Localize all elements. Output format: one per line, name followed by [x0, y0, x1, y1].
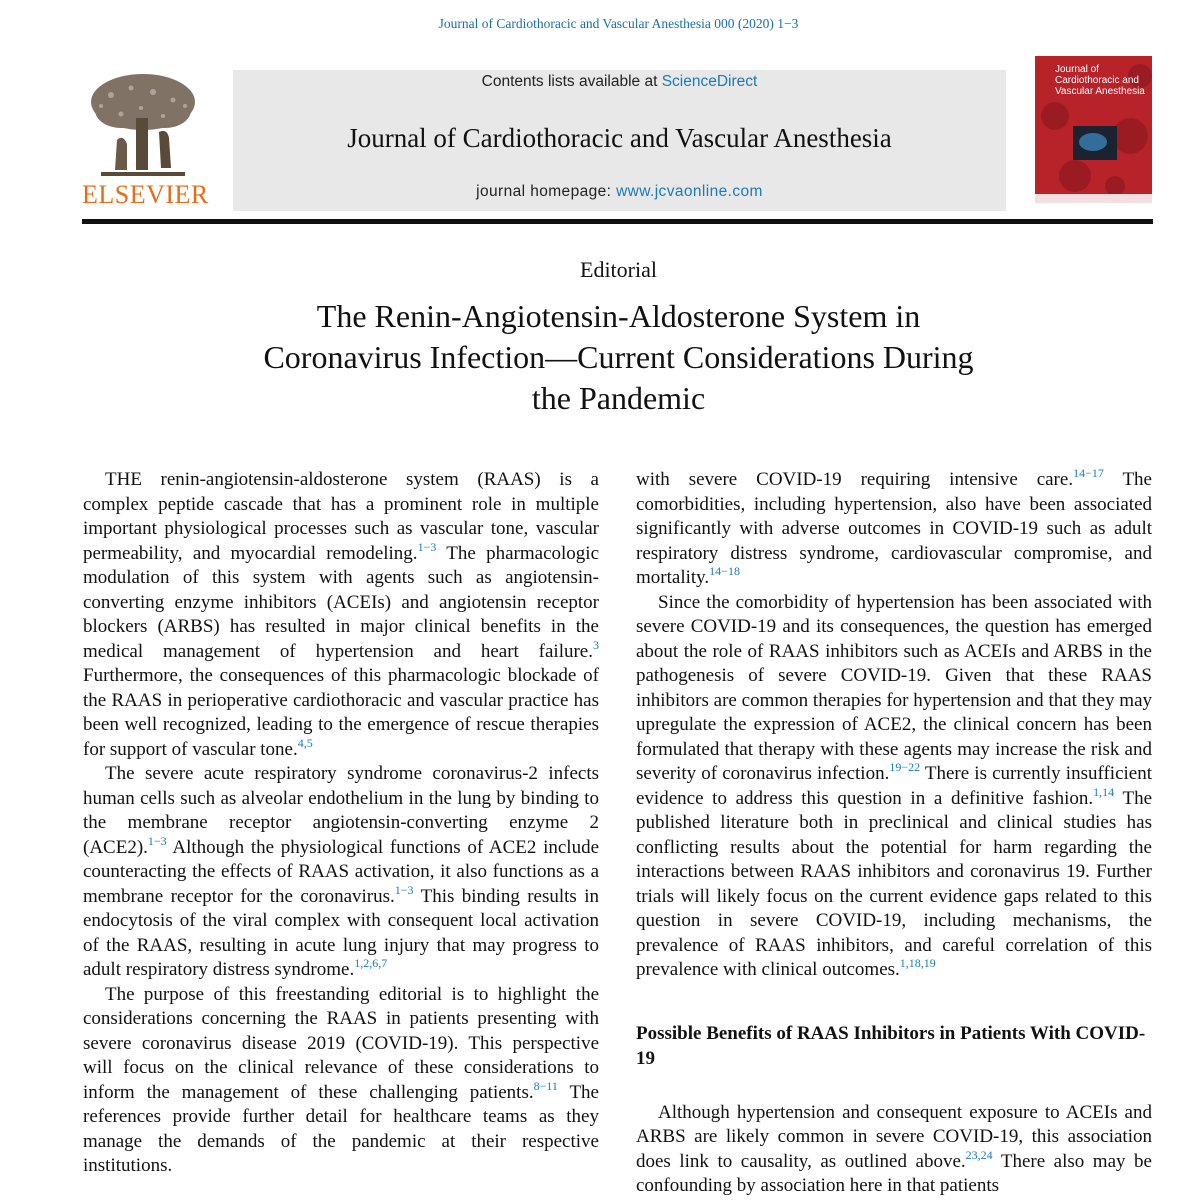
right-column [636, 468, 1152, 1199]
reference-link[interactable]: 23,24 [965, 1147, 993, 1162]
article-type: Editorial [580, 257, 657, 282]
paragraph [636, 591, 1152, 983]
section-heading: Possible Benefits of RAAS Inhibitors in Patients With COVID-19 [636, 1022, 1146, 1069]
reference-link[interactable]: 14−18 [709, 564, 740, 578]
text-span: There also may be confounding by association here in that patients [636, 1150, 1152, 1196]
title-line-1: The Renin-Angiotensin-Aldosterone System in [316, 298, 921, 334]
sciencedirect-link[interactable]: ScienceDirect [661, 73, 758, 90]
text-span: The references provide further detail for healthcare teams as they manage the demands of the pandemic at their respective institutions. [83, 1081, 599, 1176]
reference-link[interactable]: 8−11 [533, 1078, 558, 1093]
reference-link[interactable]: 3 [593, 637, 599, 652]
paragraph [636, 468, 1152, 591]
left-column [83, 468, 599, 1179]
text-span: The severe acute respiratory syndrome coronavirus-2 infects human cells such as alveolar endothelium in the lung by binding to the membrane receptor angiotensin-converting enzyme 2 (ACE2). [83, 763, 599, 858]
text-span: THE renin-angiotensin-aldosterone system (RAAS) is a complex peptide cascade that has a prominent role in multiple important physiological processes such as vascular tone, vascular permeability, and myocardial remodeling. [83, 469, 599, 564]
header-rule [82, 219, 1153, 224]
homepage-line [233, 183, 1006, 201]
text-span: The purpose of this freestanding editorial is to highlight the considerations concerning the RAAS in patients presenting with severe coronavirus disease 2019 (COVID-19). This perspective will focus on the clinical relevance of these considerations to inform the management of these challenging patients. [83, 983, 599, 1103]
journal-citation: Journal of Cardiothoracic and Vascular Anesthesia 000 (2020) 1−3 [438, 16, 799, 31]
contents-line [233, 73, 1006, 91]
cover-title: Journal of Cardiothoracic and Vascular Anesthesia [1055, 64, 1145, 97]
text-span: with severe COVID-19 requiring intensive care. [636, 469, 1074, 490]
title-line-3: the Pandemic [531, 380, 706, 416]
title-line-2: Coronavirus Infection—Current Considerations During [263, 339, 974, 375]
reference-link[interactable]: 19−22 [889, 760, 921, 774]
text-span: Although the physiological functions of ACE2 include counteracting the effects of RAAS activation, it also functions as a membrane receptor for the coronavirus. [83, 836, 599, 907]
text-span: There is currently insufficient evidence to address this question in a definitive fashion. [636, 763, 1152, 809]
homepage-link[interactable]: www.jcvaonline.com [616, 183, 763, 200]
paragraph [636, 1101, 1152, 1199]
text-span: The published literature both in preclinical and clinical studies has conflicting results about the potential for harm regarding the interactions between RAAS inhibitors and coronavirus 19. Further trials will likely focus on the current evidence gaps related to this question in severe COVID-19, including mechanisms, the prevalence of RAAS inhibitors, and careful correlation of this prevalence with clinical outcomes. [636, 787, 1153, 980]
text-span: The pharmacologic modulation of this system with agents such as angiotensin-converting enzyme inhibitors (ACEIs) and angiotensin receptor blockers (ARBS) has resulted in major clinical benefits in the medical management of hypertension and heart failure. [83, 542, 599, 662]
article-title [0, 296, 1187, 419]
journal-banner [233, 70, 1006, 211]
reference-link[interactable]: 1,2,6,7 [354, 956, 388, 970]
homepage-prefix: journal homepage: [476, 183, 617, 200]
reference-link[interactable]: 1,18,19 [899, 956, 936, 970]
reference-link[interactable]: 14−17 [1073, 466, 1104, 480]
text-span: Since the comorbidity of hypertension has been associated with severe COVID-19 and its consequences, the question has emerged about the role of RAAS inhibitors such as ACEIs and ARBS in the pathogenesis of severe COVID-19. Given that these RAAS inhibitors are common therapies for hypertension and that they may upregulate the expression of ACE2, the clinical concern has been formulated that therapy with these agents may increase the risk and severity of coronavirus infection. [636, 591, 1152, 784]
journal-cover-thumbnail [1035, 56, 1152, 203]
journal-title: Journal of Cardiothoracic and Vascular Anesthesia [347, 123, 892, 153]
paragraph [83, 983, 599, 1179]
text-span: The comorbidities, including hypertension, also have been associated significantly with adverse outcomes in COVID-19 such as adult respiratory distress syndrome, cardiovascular compromise, and mortality. [636, 469, 1152, 588]
text-span: Furthermore, the consequences of this pharmacologic blockade of the RAAS in perioperative cardiothoracic and vascular practice has been well recognized, leading to the emergence of rescue therapies for support of vascular tone. [83, 665, 599, 760]
reference-link[interactable]: 1−3 [417, 539, 437, 554]
publisher-name: ELSEVIER [82, 180, 209, 209]
text-span: Although hypertension and consequent exposure to ACEIs and ARBS are likely common in severe COVID-19, this association does link to causality, as outlined above. [636, 1101, 1152, 1172]
reference-link[interactable]: 1−3 [394, 882, 414, 897]
reference-link[interactable]: 1−3 [147, 833, 167, 848]
contents-prefix: Contents lists available at [481, 73, 662, 90]
reference-link[interactable]: 4,5 [297, 735, 313, 750]
text-span: This binding results in endocytosis of the viral complex with consequent local activation of the RAAS, resulting in acute lung injury that may progress to adult respiratory distress syndrome. [83, 885, 599, 980]
paragraph [83, 468, 599, 762]
reference-link[interactable]: 1,14 [1093, 784, 1115, 799]
paragraph [83, 762, 599, 983]
